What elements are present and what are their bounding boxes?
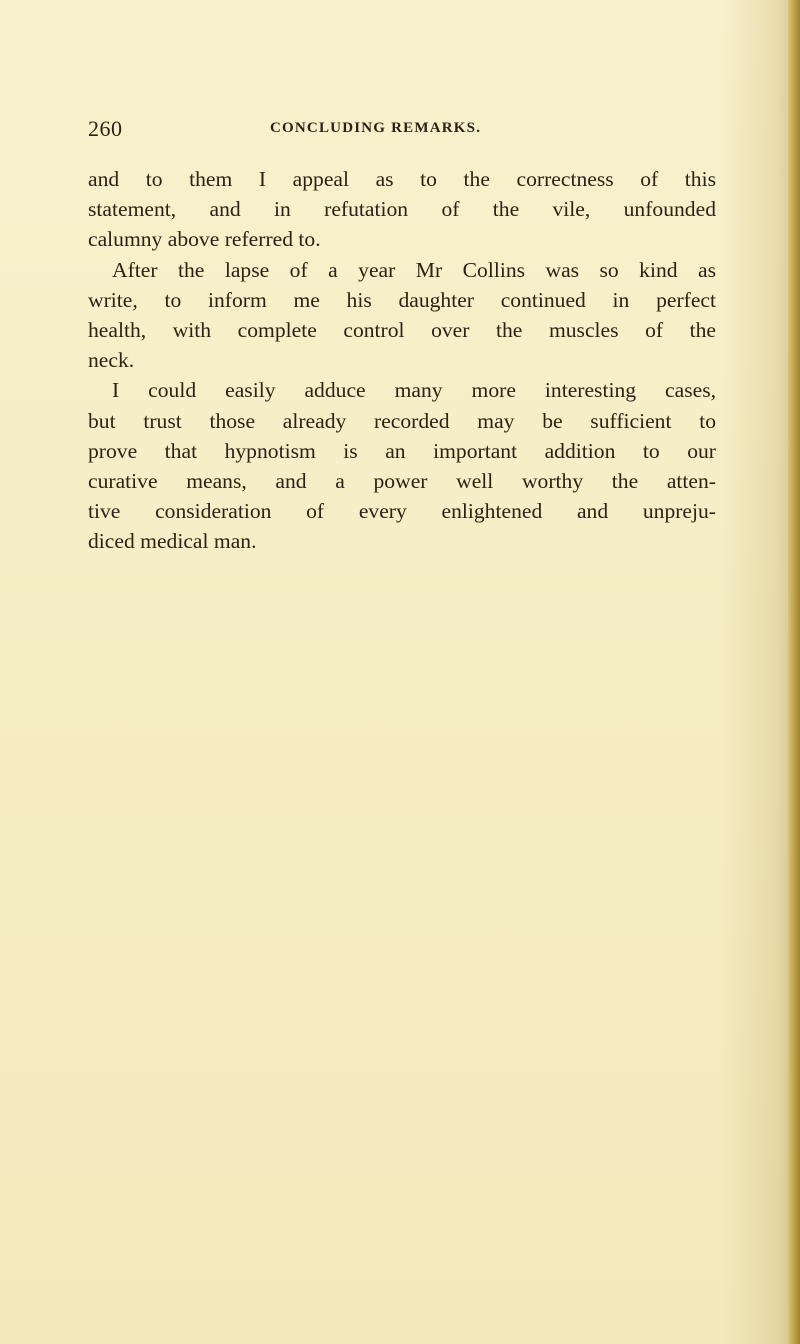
text-line: write, to inform me his daughter continued in perfect [88, 287, 716, 312]
running-head: CONCLUDING REMARKS. [270, 120, 482, 136]
page-header [88, 116, 688, 142]
page-edge [788, 0, 800, 1344]
text-line: prove that hypnotism is an important addition to our [88, 438, 716, 463]
text-line: After the lapse of a year Mr Collins was so kind as [112, 257, 716, 282]
text-line: and to them I appeal as to the correctness of this [88, 167, 716, 191]
text-line: but trust those already recorded may be sufficient to [88, 408, 716, 433]
text-line: calumny above referred to. [88, 227, 321, 252]
text-line: diced medical man. [88, 529, 257, 554]
body-text [88, 164, 716, 557]
text-line: tive consideration of every enlightened and unpreju- [88, 499, 716, 524]
text-line: I could easily adduce many more interesting cases, [112, 378, 716, 403]
text-line: health, with complete control over the muscles of the [88, 318, 716, 343]
text-line: statement, and in refutation of the vile, unfounded [88, 197, 716, 222]
text-line: curative means, and a power well worthy the atten- [88, 469, 716, 494]
text-line: neck. [88, 348, 135, 373]
page-number: 260 [88, 116, 123, 141]
